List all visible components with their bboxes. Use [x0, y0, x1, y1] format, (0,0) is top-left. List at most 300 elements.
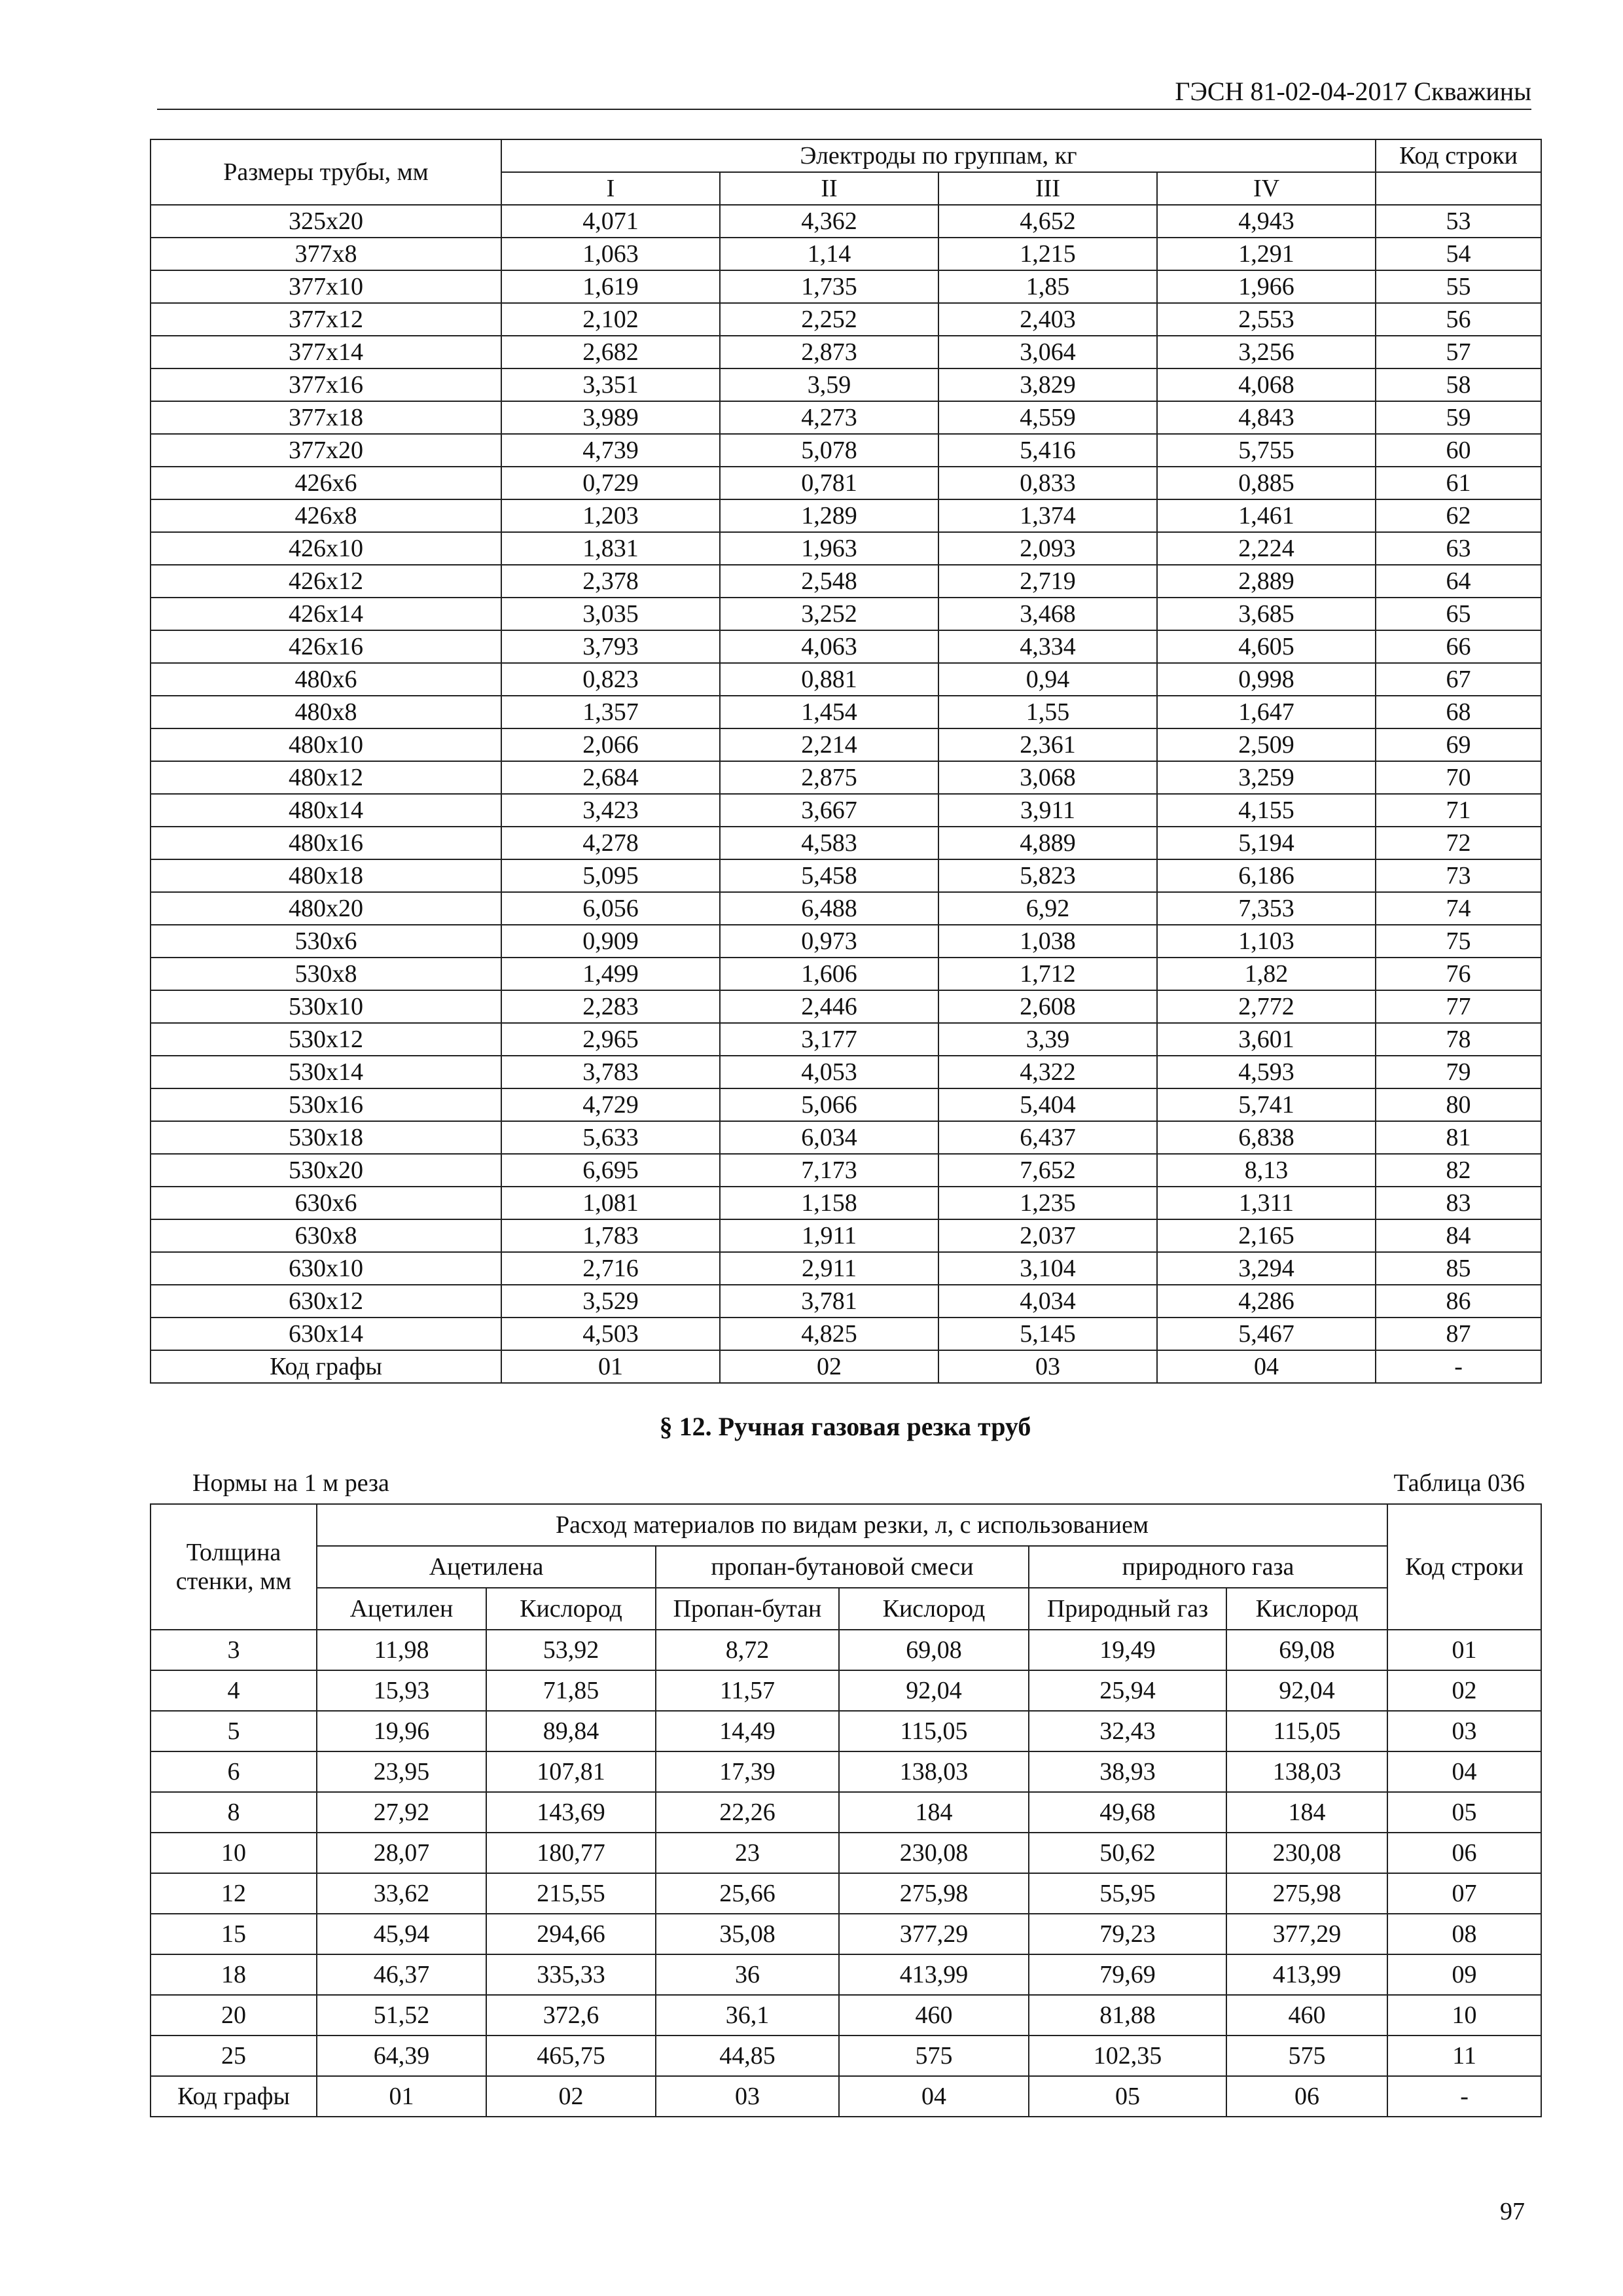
table-cell: 58 — [1376, 368, 1541, 401]
table-cell: 3,793 — [501, 630, 720, 663]
table-cell: 01 — [1387, 1630, 1541, 1670]
table-cell: 28,07 — [317, 1833, 486, 1873]
col-header-electrode-groups: Электроды по группам, кг — [501, 139, 1376, 172]
col-header-row-code: Код строки — [1387, 1504, 1541, 1630]
col-header-material: Кислород — [1226, 1588, 1387, 1630]
table-cell: 45,94 — [317, 1914, 486, 1954]
table-cell: 2,682 — [501, 336, 720, 368]
table-cell: 5,755 — [1157, 434, 1376, 467]
table-cell: 54 — [1376, 238, 1541, 270]
table-cell: 372,6 — [486, 1995, 656, 2036]
table-cell: 530x16 — [151, 1088, 501, 1121]
table-cell: 1,831 — [501, 532, 720, 565]
table-cell: 4,943 — [1157, 205, 1376, 238]
table-cell: 180,77 — [486, 1833, 656, 1873]
table-cell: 2,165 — [1157, 1219, 1376, 1252]
table-cell: 01 — [317, 2076, 486, 2117]
table-cell: 4,071 — [501, 205, 720, 238]
table-cell: 6,056 — [501, 892, 720, 925]
table-cell: 335,33 — [486, 1954, 656, 1995]
table-cell: 6,92 — [938, 892, 1157, 925]
table-cell: 2,037 — [938, 1219, 1157, 1252]
table-cell: 480x10 — [151, 728, 501, 761]
table-cell: 3,035 — [501, 598, 720, 630]
table-cell: 02 — [486, 2076, 656, 2117]
table-cell: 377x12 — [151, 303, 501, 336]
table-cell: 64,39 — [317, 2036, 486, 2076]
table-cell: 530x20 — [151, 1154, 501, 1187]
table-cell: 32,43 — [1029, 1711, 1226, 1751]
table-cell: 2,102 — [501, 303, 720, 336]
table-cell: 480x6 — [151, 663, 501, 696]
table-cell: 75 — [1376, 925, 1541, 958]
table-cell: 03 — [656, 2076, 839, 2117]
table-cell: 68 — [1376, 696, 1541, 728]
table-cell: 426x6 — [151, 467, 501, 499]
gas-cutting-table — [150, 1503, 1542, 2117]
table-cell: 23,95 — [317, 1751, 486, 1792]
table-cell: 377x20 — [151, 434, 501, 467]
table-cell: 55 — [1376, 270, 1541, 303]
table-cell: 83 — [1376, 1187, 1541, 1219]
table-cell: 38,93 — [1029, 1751, 1226, 1792]
table-cell: 65 — [1376, 598, 1541, 630]
col-header-consumption: Расход материалов по видам резки, л, с использованием — [317, 1504, 1387, 1546]
table-cell: 86 — [1376, 1285, 1541, 1318]
table-row — [151, 1285, 1541, 1318]
table-cell: 6 — [151, 1751, 317, 1792]
table-cell: 11,98 — [317, 1630, 486, 1670]
table-cell: 630x10 — [151, 1252, 501, 1285]
table-cell: 55,95 — [1029, 1873, 1226, 1914]
section-title: § 12. Ручная газовая резка труб — [659, 1412, 1031, 1441]
table-cell: 377x14 — [151, 336, 501, 368]
table-cell: 92,04 — [1226, 1670, 1387, 1711]
table-row — [151, 1954, 1541, 1995]
table-cell: 1,735 — [720, 270, 938, 303]
table-cell: 2,716 — [501, 1252, 720, 1285]
table-cell: 275,98 — [1226, 1873, 1387, 1914]
table-cell: 1,82 — [1157, 958, 1376, 990]
table-cell: 2,093 — [938, 532, 1157, 565]
table-cell: 05 — [1029, 2076, 1226, 2117]
table-cell: 3,423 — [501, 794, 720, 827]
table-cell: 4,063 — [720, 630, 938, 663]
table-cell: 1,063 — [501, 238, 720, 270]
table-cell: 0,909 — [501, 925, 720, 958]
table-cell: 36,1 — [656, 1995, 839, 2036]
table-cell: 4,362 — [720, 205, 938, 238]
table-cell: 1,081 — [501, 1187, 720, 1219]
table-cell: 413,99 — [839, 1954, 1029, 1995]
table-row — [151, 761, 1541, 794]
table-number: Таблица 036 — [1393, 1469, 1525, 1497]
table-cell: 03 — [1387, 1711, 1541, 1751]
table-cell: 2,378 — [501, 565, 720, 598]
table-cell: 0,885 — [1157, 467, 1376, 499]
table-cell: 5,741 — [1157, 1088, 1376, 1121]
table-row — [151, 1995, 1541, 2036]
table-cell: 59 — [1376, 401, 1541, 434]
table-cell: 3,39 — [938, 1023, 1157, 1056]
table-cell: 480x18 — [151, 859, 501, 892]
table-cell: 7,173 — [720, 1154, 938, 1187]
table-cell: 10 — [1387, 1995, 1541, 2036]
table-cell: 184 — [1226, 1792, 1387, 1833]
table-cell: 53 — [1376, 205, 1541, 238]
table-cell: 215,55 — [486, 1873, 656, 1914]
table-cell: 575 — [1226, 2036, 1387, 2076]
table-cell: 1,499 — [501, 958, 720, 990]
table-cell: 2,553 — [1157, 303, 1376, 336]
table-cell: 1,619 — [501, 270, 720, 303]
table-cell: 57 — [1376, 336, 1541, 368]
table-cell: 1,963 — [720, 532, 938, 565]
table-cell: 78 — [1376, 1023, 1541, 1056]
table-cell: 3,252 — [720, 598, 938, 630]
table-row — [151, 499, 1541, 532]
table-cell: 6,695 — [501, 1154, 720, 1187]
table-cell: 25 — [151, 2036, 317, 2076]
table-cell: Код графы — [151, 2076, 317, 2117]
table-cell: 3,667 — [720, 794, 938, 827]
table-cell: 426x8 — [151, 499, 501, 532]
table-row — [151, 827, 1541, 859]
table-cell: 3,468 — [938, 598, 1157, 630]
table-cell: 4,322 — [938, 1056, 1157, 1088]
table-cell: 62 — [1376, 499, 1541, 532]
table-cell: 92,04 — [839, 1670, 1029, 1711]
table-cell: 1,311 — [1157, 1187, 1376, 1219]
table-cell: 2,548 — [720, 565, 938, 598]
table-cell: 3 — [151, 1630, 317, 1670]
table-cell: 630x6 — [151, 1187, 501, 1219]
table-cell: 14,49 — [656, 1711, 839, 1751]
table-cell: 7,652 — [938, 1154, 1157, 1187]
table-cell: 480x16 — [151, 827, 501, 859]
table-cell: 11,57 — [656, 1670, 839, 1711]
table-cell: 49,68 — [1029, 1792, 1226, 1833]
table-cell: 2,965 — [501, 1023, 720, 1056]
table-cell: 3,601 — [1157, 1023, 1376, 1056]
table-row — [151, 1219, 1541, 1252]
table-cell: 480x8 — [151, 696, 501, 728]
table-cell: 460 — [1226, 1995, 1387, 2036]
table-cell: 2,446 — [720, 990, 938, 1023]
table-cell: 8,13 — [1157, 1154, 1376, 1187]
table-cell: 04 — [1157, 1350, 1376, 1383]
table-row — [151, 368, 1541, 401]
table-cell: 6,838 — [1157, 1121, 1376, 1154]
table-cell: 480x20 — [151, 892, 501, 925]
col-header-material: Природный газ — [1029, 1588, 1226, 1630]
table-cell: - — [1387, 2076, 1541, 2117]
norms-label: Нормы на 1 м реза — [192, 1469, 389, 1497]
table-cell: 76 — [1376, 958, 1541, 990]
table-cell: 0,823 — [501, 663, 720, 696]
table-cell: 4,053 — [720, 1056, 938, 1088]
table-cell: 1,374 — [938, 499, 1157, 532]
table-cell: 530x8 — [151, 958, 501, 990]
table-cell: 6,034 — [720, 1121, 938, 1154]
table-row — [151, 696, 1541, 728]
table-cell: 5 — [151, 1711, 317, 1751]
table-cell: 02 — [1387, 1670, 1541, 1711]
table-cell: 5,095 — [501, 859, 720, 892]
table-cell: 6,186 — [1157, 859, 1376, 892]
table-cell: 53,92 — [486, 1630, 656, 1670]
table-cell: 5,416 — [938, 434, 1157, 467]
table-cell: 480x12 — [151, 761, 501, 794]
table-cell: 4,155 — [1157, 794, 1376, 827]
table-cell: 07 — [1387, 1873, 1541, 1914]
table-cell: 56 — [1376, 303, 1541, 336]
table-cell: 115,05 — [839, 1711, 1029, 1751]
table-cell: 1,215 — [938, 238, 1157, 270]
col-header-propane-method: пропан-бутановой смеси — [656, 1546, 1029, 1588]
table-cell: 377x18 — [151, 401, 501, 434]
table-cell: 06 — [1226, 2076, 1387, 2117]
table-cell: 6,437 — [938, 1121, 1157, 1154]
table-cell: 77 — [1376, 990, 1541, 1023]
table-cell: 4,652 — [938, 205, 1157, 238]
table-cell: 10 — [151, 1833, 317, 1873]
table-row — [151, 1056, 1541, 1088]
table-cell: 1,712 — [938, 958, 1157, 990]
table-cell: 1,85 — [938, 270, 1157, 303]
table-cell: 71,85 — [486, 1670, 656, 1711]
table-cell: 69,08 — [839, 1630, 1029, 1670]
table-cell: 36 — [656, 1954, 839, 1995]
table-cell: 67 — [1376, 663, 1541, 696]
table-cell: 3,781 — [720, 1285, 938, 1318]
table-cell: 5,066 — [720, 1088, 938, 1121]
table-cell: 25,66 — [656, 1873, 839, 1914]
table-row — [151, 925, 1541, 958]
table-cell: 5,404 — [938, 1088, 1157, 1121]
table-cell: 4,559 — [938, 401, 1157, 434]
table-row — [151, 532, 1541, 565]
table-cell: 5,467 — [1157, 1318, 1376, 1350]
table-row — [151, 467, 1541, 499]
table-cell: 426x12 — [151, 565, 501, 598]
col-header-group-2: II — [720, 172, 938, 205]
table-cell: 1,911 — [720, 1219, 938, 1252]
table-cell: 1,55 — [938, 696, 1157, 728]
table-cell: 25,94 — [1029, 1670, 1226, 1711]
table-cell: 23 — [656, 1833, 839, 1873]
table-cell: 1,606 — [720, 958, 938, 990]
table-cell: - — [1376, 1350, 1541, 1383]
table-cell: 377,29 — [839, 1914, 1029, 1954]
table-row — [151, 630, 1541, 663]
table-cell: 3,685 — [1157, 598, 1376, 630]
table-cell: 04 — [1387, 1751, 1541, 1792]
table-cell: 4,286 — [1157, 1285, 1376, 1318]
table-cell: 2,911 — [720, 1252, 938, 1285]
table-row — [151, 1121, 1541, 1154]
table-cell: 72 — [1376, 827, 1541, 859]
table-cell: 530x6 — [151, 925, 501, 958]
table-cell: 4,334 — [938, 630, 1157, 663]
table-row — [151, 238, 1541, 270]
table-row — [151, 859, 1541, 892]
table-cell: 2,361 — [938, 728, 1157, 761]
table-row — [151, 401, 1541, 434]
table-cell: 74 — [1376, 892, 1541, 925]
table-row — [151, 1154, 1541, 1187]
table-cell: 138,03 — [839, 1751, 1029, 1792]
table-cell: 4,034 — [938, 1285, 1157, 1318]
table-cell: 377x16 — [151, 368, 501, 401]
table-cell: 426x16 — [151, 630, 501, 663]
table-cell: 69 — [1376, 728, 1541, 761]
table-cell: 22,26 — [656, 1792, 839, 1833]
table-row — [151, 1873, 1541, 1914]
table-cell: 05 — [1387, 1792, 1541, 1833]
table-cell: 530x12 — [151, 1023, 501, 1056]
table-cell: 51,52 — [317, 1995, 486, 2036]
table-cell: 0,881 — [720, 663, 938, 696]
table-cell: 20 — [151, 1995, 317, 2036]
col-header-group-3: III — [938, 172, 1157, 205]
table-cell: 66 — [1376, 630, 1541, 663]
table-row — [151, 1914, 1541, 1954]
table-cell: 465,75 — [486, 2036, 656, 2076]
col-header-material: Кислород — [839, 1588, 1029, 1630]
table-cell: 4,583 — [720, 827, 938, 859]
table-cell: 84 — [1376, 1219, 1541, 1252]
table-cell: 6,488 — [720, 892, 938, 925]
table-cell: 01 — [501, 1350, 720, 1383]
table-cell: 4,889 — [938, 827, 1157, 859]
table-row — [151, 598, 1541, 630]
table-cell: 50,62 — [1029, 1833, 1226, 1873]
table-cell: 2,283 — [501, 990, 720, 1023]
table-cell: 3,294 — [1157, 1252, 1376, 1285]
table-cell: 2,889 — [1157, 565, 1376, 598]
table-cell: 4,593 — [1157, 1056, 1376, 1088]
table-cell: 81,88 — [1029, 1995, 1226, 2036]
table-cell: 79,69 — [1029, 1954, 1226, 1995]
table-cell: 85 — [1376, 1252, 1541, 1285]
table-cell: 19,96 — [317, 1711, 486, 1751]
table-cell: 480x14 — [151, 794, 501, 827]
table-row — [151, 303, 1541, 336]
table-cell: 1,103 — [1157, 925, 1376, 958]
table-cell: 630x14 — [151, 1318, 501, 1350]
table-cell: 69,08 — [1226, 1630, 1387, 1670]
table-cell: 60 — [1376, 434, 1541, 467]
table-cell: 64 — [1376, 565, 1541, 598]
table-cell: 11 — [1387, 2036, 1541, 2076]
table-row — [151, 1187, 1541, 1219]
table-cell: 3,529 — [501, 1285, 720, 1318]
table-cell: 46,37 — [317, 1954, 486, 1995]
table-row — [151, 958, 1541, 990]
col-header-material: Пропан-бутан — [656, 1588, 839, 1630]
table-cell: 2,608 — [938, 990, 1157, 1023]
table-cell: 8 — [151, 1792, 317, 1833]
table-row — [151, 1833, 1541, 1873]
table-cell: 3,783 — [501, 1056, 720, 1088]
table-cell: 1,966 — [1157, 270, 1376, 303]
table-cell: 87 — [1376, 1318, 1541, 1350]
table-cell: 1,289 — [720, 499, 938, 532]
table-cell: 63 — [1376, 532, 1541, 565]
table-cell: 143,69 — [486, 1792, 656, 1833]
table-cell: 79 — [1376, 1056, 1541, 1088]
col-header-row-code: Код строки — [1376, 139, 1541, 172]
table-cell: 18 — [151, 1954, 317, 1995]
table-cell: 1,14 — [720, 238, 938, 270]
table-cell: 0,973 — [720, 925, 938, 958]
table-cell: 4,825 — [720, 1318, 938, 1350]
table-cell: 3,177 — [720, 1023, 938, 1056]
table-cell: 530x10 — [151, 990, 501, 1023]
table-row — [151, 1252, 1541, 1285]
col-header-material: Кислород — [486, 1588, 656, 1630]
table-row — [151, 1318, 1541, 1350]
table-row — [151, 990, 1541, 1023]
table-cell: 413,99 — [1226, 1954, 1387, 1995]
table-cell: 4,068 — [1157, 368, 1376, 401]
table-cell: 3,064 — [938, 336, 1157, 368]
table-cell: 35,08 — [656, 1914, 839, 1954]
table-cell: 89,84 — [486, 1711, 656, 1751]
table-row — [151, 2036, 1541, 2076]
table-cell: 0,781 — [720, 467, 938, 499]
table-cell: Код графы — [151, 1350, 501, 1383]
table-cell: 4,739 — [501, 434, 720, 467]
table-cell: 15 — [151, 1914, 317, 1954]
table-cell: 0,729 — [501, 467, 720, 499]
table-row — [151, 434, 1541, 467]
table-row — [151, 1751, 1541, 1792]
electrodes-table — [150, 139, 1542, 1384]
table-cell: 2,214 — [720, 728, 938, 761]
table-cell: 630x8 — [151, 1219, 501, 1252]
table-cell: 2,873 — [720, 336, 938, 368]
table-row — [151, 794, 1541, 827]
table-cell: 0,833 — [938, 467, 1157, 499]
table-cell: 4,605 — [1157, 630, 1376, 663]
table-cell: 5,145 — [938, 1318, 1157, 1350]
table-cell: 2,066 — [501, 728, 720, 761]
table-cell: 294,66 — [486, 1914, 656, 1954]
table-cell: 2,252 — [720, 303, 938, 336]
table-cell: 3,911 — [938, 794, 1157, 827]
table-cell: 2,684 — [501, 761, 720, 794]
table-cell: 184 — [839, 1792, 1029, 1833]
col-header-group-1: I — [501, 172, 720, 205]
table-cell: 80 — [1376, 1088, 1541, 1121]
table-cell: 7,353 — [1157, 892, 1376, 925]
table-cell: 1,647 — [1157, 696, 1376, 728]
table-cell: 3,104 — [938, 1252, 1157, 1285]
table-cell: 2,509 — [1157, 728, 1376, 761]
table-cell: 115,05 — [1226, 1711, 1387, 1751]
table-cell: 17,39 — [656, 1751, 839, 1792]
table-cell: 102,35 — [1029, 2036, 1226, 2076]
table-cell: 2,875 — [720, 761, 938, 794]
table-cell: 1,158 — [720, 1187, 938, 1219]
table-row — [151, 565, 1541, 598]
table-cell: 325x20 — [151, 205, 501, 238]
table-row — [151, 728, 1541, 761]
table-cell: 08 — [1387, 1914, 1541, 1954]
page-header — [157, 75, 1531, 110]
